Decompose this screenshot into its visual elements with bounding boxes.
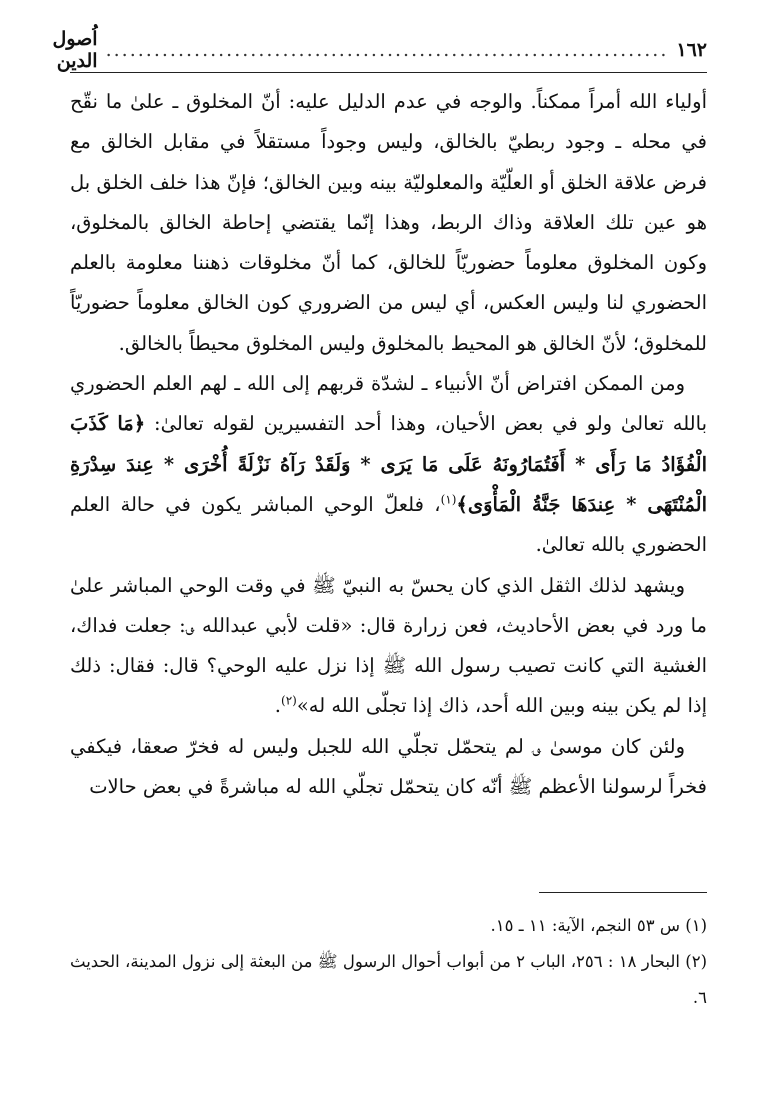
paragraph-4: ولئن كان موسىٰ ؈ لم يتحمّل تجلّي الله للجبل وليس له فخرّ صعقا، فيكفي فخراً لرسولنا الأعظم ﷺ أنّه كان يتحمّل تجلّي الله له مباشرةً في بعض حالات: [70, 734, 707, 799]
book-page: [52, 0, 707, 1096]
paragraph-2: [70, 364, 707, 565]
paragraph-3: [70, 566, 707, 727]
footnote-rule: [539, 892, 707, 893]
paragraph-3-end: .: [274, 694, 281, 718]
footnote-2: (٢) البحار ١٨ : ٢٥٦، الباب ٢ من أبواب أحوال الرسول ﷺ من البعثة إلى نزول المدينة، الحديث ٦.: [70, 952, 707, 1007]
page-number: ١٦٢: [676, 39, 707, 61]
footnotes: [70, 908, 707, 1016]
main-text: [70, 82, 707, 807]
footnote-ref-1[interactable]: (١): [440, 492, 457, 507]
header-leader-dots: ......................................................................: [105, 39, 669, 61]
page-header: [52, 28, 707, 72]
paragraph-2-intro: ومن الممكن افتراض أنّ الأنبياء ـ لشدّة قربهم إلى الله ـ لهم العلم الحضوري بالله تعالىٰ ولو في بعض الأحيان، وهذا أحد التفسيرين لقوله تعالىٰ:: [70, 372, 707, 436]
quran-verse: ﴿مَا كَذَبَ الْفُؤَادُ مَا رَأَى * أَفَتُمَارُونَهُ عَلَى مَا يَرَى * وَلَقَدْ رَآهُ نَزْلَةً أُخْرَى * عِندَ سِدْرَةِ الْمُنْتَهَى * عِندَهَا جَنَّةُ الْمَأْوَى﴾: [70, 412, 707, 516]
book-title: اُصول الدين: [52, 28, 98, 72]
footnote-1: (١) س ٥٣ النجم، الآية: ١١ ـ ١٥.: [490, 916, 707, 935]
header-rule: [70, 72, 707, 73]
paragraph-2-end: ، فلعلّ الوحي المباشر يكون في حالة العلم الحضوري بالله تعالىٰ.: [70, 492, 707, 557]
footnote-ref-2[interactable]: (٢): [281, 693, 297, 708]
paragraph-3-main: ويشهد لذلك الثقل الذي كان يحسّ به النبيّ ﷺ في وقت الوحي المباشر علىٰ ما ورد في بعض الأحاديث، فعن زرارة قال: «قلت لأبي عبدالله ؈: جعلت فداك، الغشية التي كانت تصيب رسول الله ﷺ إذا نزل عليه الوحي؟ قال: فقال: ذلك إذا لم يكن بينه وبين الله أحد، ذاك إذا تجلّى الله له»: [70, 573, 707, 718]
paragraph-1: أولياء الله أمراً ممكناً. والوجه في عدم الدليل عليه: أنّ المخلوق ـ علىٰ ما نقّح في محله ـ وجود ربطيّ بالخالق، وليس وجوداً مستقلاً في مقابل الخالق مع فرض علاقة الخلق أو العلّيّة والمعلوليّة بينه وبين الخالق؛ فإنّ هذا خلف الخلق بل هو عين تلك العلاقة وذاك الربط، وهذا إنّما يقتضي إحاطة الخالق بالمخلوق، وكون المخلوق معلوماً حضوريّاً للخالق، كما أنّ مخلوقات ذهننا معلومة بالعلم الحضوري لنا وليس العكس، أي ليس من الضروري كون الخالق معلوماً حضوريّاً للمخلوق؛ لأنّ الخالق هو المحيط بالمخلوق وليس المخلوق محيطاً بالخالق.: [70, 90, 707, 355]
